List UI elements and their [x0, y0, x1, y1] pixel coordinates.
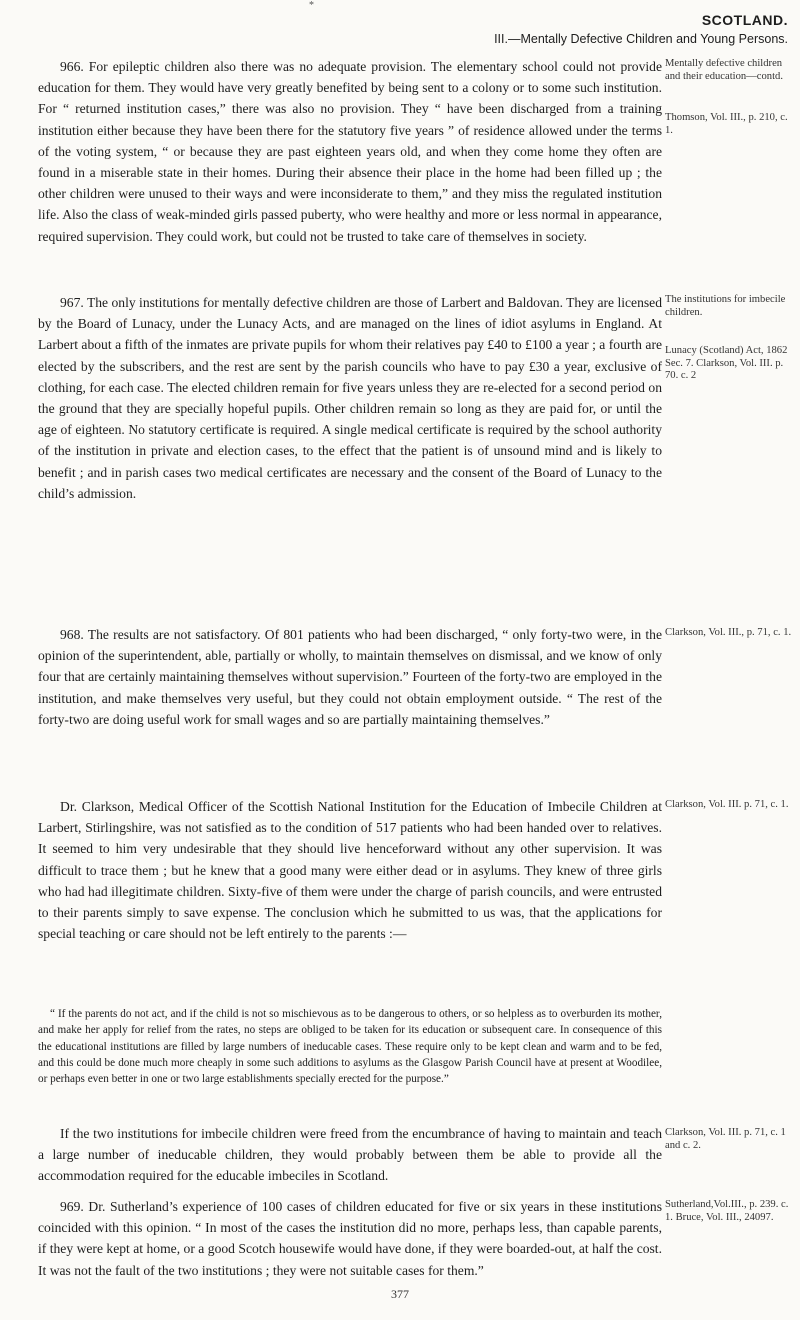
sidenote-defective-education: Mentally defective children and their education—contd. [665, 58, 783, 82]
country-heading: SCOTLAND. [701, 12, 788, 28]
sidenote-clarkson-1: Clarkson, Vol. III., p. 71, c. 1. [665, 627, 792, 638]
sidenote-lunacy-act: Lunacy (Scotland) Act, 1862 Sec. 7. Clarkson, Vol. III. p. 70. c. 2 [665, 345, 788, 382]
paragraph-969 [38, 1196, 662, 1281]
top-marker: * [309, 0, 314, 11]
paragraph-text: 968. The results are not satisfactory. Of 801 patients who had been discharged, “ only forty-two were, in the opinion of the superintendent, able, partially or wholly, to maintain themselves on dismissal, and we know of only four that are certainly maintaining themselves without supervision.” Fourteen of the forty-two are employed in the institution, and make themselves very useful, but they could not obtain employment outside. “ The rest of the forty-two are doing useful work for small wages and so are partially maintaining themselves.” [38, 627, 662, 727]
paragraph-text: Dr. Clarkson, Medical Officer of the Scottish National Institution for the Education of Imbecile Children at Larbert, Stirlingshire, was not satisfied as to the condition of 517 patients who had been handed over to relatives. It seemed to him very undesirable that they should live henceforward without any other supervision. It was difficult to trace them ; but he knew that a good many were either dead or in asylums. They knew of three girls who had had illegitimate children. Sixty-five of them were under the charge of parish councils, and were entrusted to their parents simply to save expense. The conclusion which he submitted to us was, that the applications for special teaching or care should not be left entirely to the parents :— [38, 799, 662, 942]
sidenote-clarkson-3: Clarkson, Vol. III. p. 71, c. 1 and c. 2. [665, 1127, 786, 1151]
paragraph-text: 969. Dr. Sutherland’s experience of 100 cases of children educated for five or six years in these institutions coincided with this opinion. “ In most of the cases the institution did no more, perhaps less, than capable parents, if they were kept at home, or a good Scotch housewife would have done, if they were boarded-out, at half the cost. It was not the fault of the two institutions ; they were not suitable cases for them.” [38, 1199, 662, 1278]
running-head [494, 12, 788, 46]
block-quote [38, 1006, 662, 1087]
paragraph-967 [38, 292, 662, 504]
quote-text: “ If the parents do not act, and if the child is not so mischievous as to be dangerous to others, or so helpless as to overburden its mother, and make her apply for relief from the rates, no steps are obliged to be taken for its education or subsequent care. In consequence of this the educational institutions are filled by large numbers of ineducable cases. These require only to be kept clean and warm and to be fed, and this could be done much more cheaply in some such additions to asylums as the Glasgow Parish Council have at present at Woodilee, or perhaps even better in one or two large establishments specially erected for the purpose.” [38, 1008, 662, 1086]
sidenote-sutherland: Sutherland,Vol.III., p. 239. c. 1. Bruce, Vol. III., 24097. [665, 1199, 789, 1223]
paragraph-text: If the two institutions for imbecile children were freed from the encumbrance of having to maintain and teach a large number of ineducable children, they would probably between them be able to provide all the accommodation required for the educable imbeciles in Scotland. [38, 1126, 662, 1184]
paragraph-968-clarkson [38, 796, 662, 944]
sidenote-clarkson-2: Clarkson, Vol. III. p. 71, c. 1. [665, 799, 789, 810]
paragraph-968-conclusion [38, 1123, 662, 1187]
paragraph-966 [38, 56, 662, 247]
sidenote-institutions: The institutions for imbecile children. [665, 294, 786, 318]
paragraph-968 [38, 624, 662, 730]
paragraph-text: 967. The only institutions for mentally defective children are those of Larbert and Baldovan. They are licensed by the Board of Lunacy, under the Lunacy Acts, and are managed on the lines of idiot asylums in England. At Larbert about a fifth of the inmates are private pupils for whom their relatives pay £40 to £100 a year ; a fourth are elected by the subscribers, and the rest are sent by the parish councils who have to pay £30 a year, exclusive of clothing, for each case. The elected children remain for five years unless they are re-elected for a second period on the ground that they are specially hopeful pupils. Other children remain so long as they are paid for, or until the age of eighteen. No statutory certificate is required. A single medical certificate is required by the school authority of the institution in private and election cases, to the effect that the patient is of unsound mind and is likely to benefit ; and in parish cases two medical certificates are necessary and the consent of the Board of Lunacy to the child’s admission. [38, 295, 662, 501]
sidenote-thomson: Thomson, Vol. III., p. 210, c. 1. [665, 112, 788, 136]
section-heading: III.—Mentally Defective Children and Young Persons. [494, 32, 788, 46]
paragraph-text: 966. For epileptic children also there was no adequate provision. The elementary school could not provide education for them. They would have very greatly benefited by being sent to a colony or to some such institution. For “ returned institution cases,” there was also no provision. They “ have been discharged from a training institution either because they have been there for the statutory five years ” of residence allowed under the terms of the voting system, “ or because they are past eighteen years old, and when they come home they often are found in a miserable state in their homes. During their absence their place in the home had been filled up ; the other children were unused to their ways and were inconsiderate to them,” and they miss the regulated institution life. Also the class of weak-minded girls passed puberty, who were healthy and more or less normal in appearance, required supervision. They could work, but could not be trusted to take care of themselves in society. [38, 59, 662, 244]
page-number: 377 [391, 1287, 409, 1301]
